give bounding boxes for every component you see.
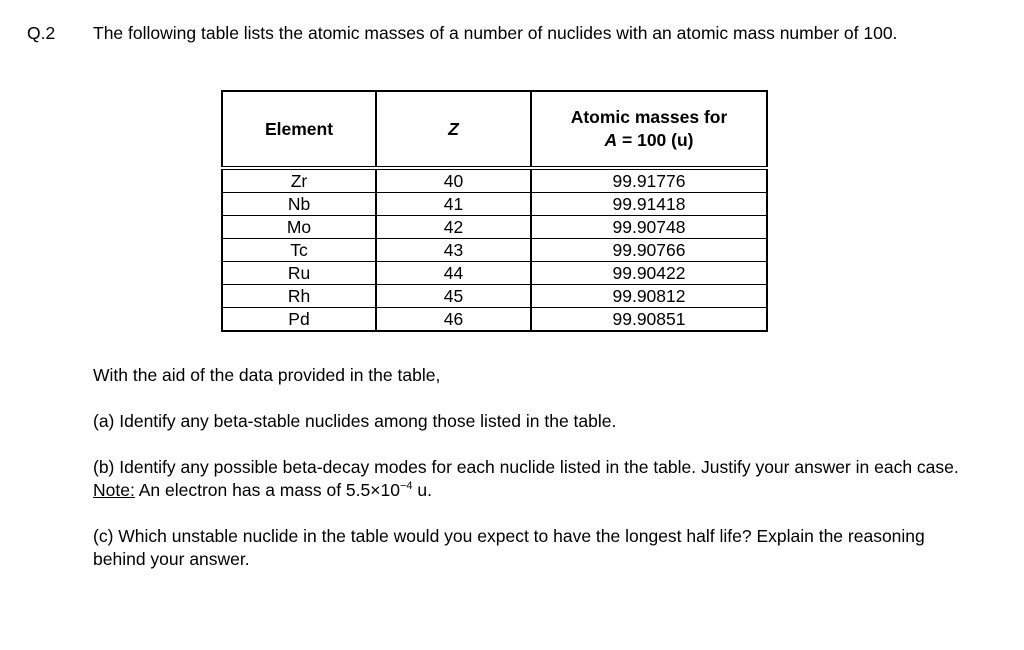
cell-element: Pd <box>222 308 376 332</box>
table-row <box>222 262 767 285</box>
cell-z: 44 <box>376 262 531 285</box>
table-row <box>222 308 767 332</box>
table-row <box>222 285 767 308</box>
table-row <box>222 216 767 239</box>
header-mass-line1: Atomic masses for <box>570 107 728 127</box>
part-b-main: (b) Identify any possible beta-decay modes for each nuclide listed in the table. Justify your answer in each case. <box>93 457 959 477</box>
part-b <box>93 456 973 502</box>
header-mass-rest: = 100 (u) <box>617 130 694 150</box>
cell-z: 40 <box>376 168 531 193</box>
cell-mass: 99.90766 <box>531 239 767 262</box>
note-exponent: −4 <box>399 480 413 492</box>
table-row <box>222 193 767 216</box>
cell-z: 41 <box>376 193 531 216</box>
cell-element: Tc <box>222 239 376 262</box>
cell-element: Zr <box>222 168 376 193</box>
cell-mass: 99.91776 <box>531 168 767 193</box>
header-mass-a: A <box>604 130 618 150</box>
cell-element: Rh <box>222 285 376 308</box>
part-a: (a) Identify any beta-stable nuclides among those listed in the table. <box>93 411 617 431</box>
note-text: An electron has a mass of 5.5×10 <box>134 480 400 500</box>
note-label: Note: <box>93 480 135 500</box>
part-c: (c) Which unstable nuclide in the table would you expect to have the longest half life? Explain the reasoning behind your answer. <box>93 526 925 569</box>
question-intro: The following table lists the atomic masses of a number of nuclides with an atomic mass number of 100. <box>93 23 898 43</box>
header-z: Z <box>376 91 531 168</box>
header-atomic-mass <box>531 91 767 168</box>
cell-z: 45 <box>376 285 531 308</box>
cell-element: Mo <box>222 216 376 239</box>
cell-z: 43 <box>376 239 531 262</box>
table-row <box>222 168 767 193</box>
question-number: Q.2 <box>27 23 56 43</box>
note-unit: u. <box>412 480 432 500</box>
cell-element: Ru <box>222 262 376 285</box>
cell-mass: 99.90748 <box>531 216 767 239</box>
cell-mass: 99.90851 <box>531 308 767 332</box>
header-element: Element <box>222 91 376 168</box>
lead-text: With the aid of the data provided in the table, <box>93 365 441 385</box>
cell-element: Nb <box>222 193 376 216</box>
cell-z: 42 <box>376 216 531 239</box>
cell-mass: 99.90812 <box>531 285 767 308</box>
atomic-mass-table <box>221 90 768 332</box>
cell-z: 46 <box>376 308 531 332</box>
cell-mass: 99.91418 <box>531 193 767 216</box>
cell-mass: 99.90422 <box>531 262 767 285</box>
table-header-row <box>222 91 767 168</box>
table-row <box>222 239 767 262</box>
